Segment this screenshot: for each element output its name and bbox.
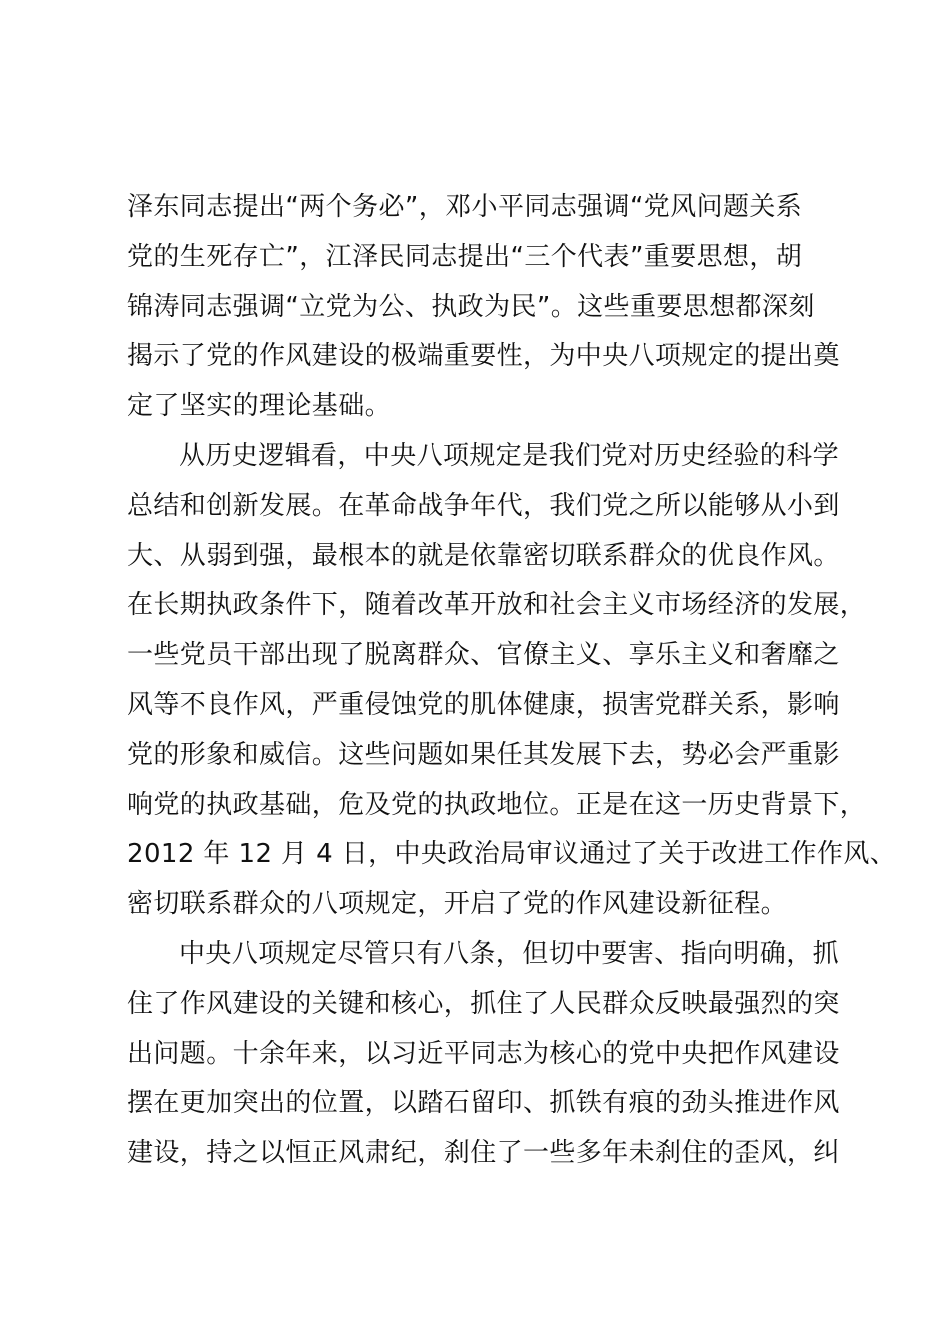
text-line: 2012 年 12 月 4 日，中央政治局审议通过了关于改进工作作风、 [127, 839, 897, 870]
text-line: 出问题。十余年来，以习近平同志为核心的党中央把作风建设 [127, 1038, 840, 1069]
text-line: 密切联系群众的八项规定，开启了党的作风建设新征程。 [127, 889, 788, 920]
paragraph-start-line: 从历史逻辑看，中央八项规定是我们党对历史经验的科学 [179, 440, 840, 471]
text-line: 住了作风建设的关键和核心，抓住了人民群众反映最强烈的突 [127, 988, 840, 1019]
text-line: 揭示了党的作风建设的极端重要性，为中央八项规定的提出奠 [127, 341, 840, 372]
text-line: 一些党员干部出现了脱离群众、官僚主义、享乐主义和奢靡之 [127, 640, 840, 671]
text-line: 大、从弱到强，最根本的就是依靠密切联系群众的优良作风。 [127, 540, 840, 571]
body-text [127, 183, 897, 1179]
text-line: 定了坚实的理论基础。 [127, 391, 392, 422]
text-line: 在长期执政条件下，随着改革开放和社会主义市场经济的发展， [127, 590, 867, 621]
paragraph-start-line: 中央八项规定尽管只有八条，但切中要害、指向明确，抓 [179, 938, 840, 969]
text-line: 摆在更加突出的位置，以踏石留印、抓铁有痕的劲头推进作风 [127, 1088, 840, 1119]
text-line: 响党的执政基础，危及党的执政地位。正是在这一历史背景下， [127, 789, 867, 820]
text-line: 锦涛同志强调“立党为公、执政为民”。这些重要思想都深刻 [127, 291, 815, 322]
text-line: 泽东同志提出“两个务必”，邓小平同志强调“党风问题关系 [127, 192, 803, 222]
text-line: 党的生死存亡”，江泽民同志提出“三个代表”重要思想，胡 [127, 241, 803, 272]
text-line: 建设，持之以恒正风肃纪，刹住了一些多年未刹住的歪风，纠 [127, 1138, 840, 1169]
text-line: 风等不良作风，严重侵蚀党的肌体健康，损害党群关系，影响 [127, 689, 840, 720]
text-line: 总结和创新发展。在革命战争年代，我们党之所以能够从小到 [127, 490, 840, 521]
text-line: 党的形象和威信。这些问题如果任其发展下去，势必会严重影 [127, 739, 840, 770]
